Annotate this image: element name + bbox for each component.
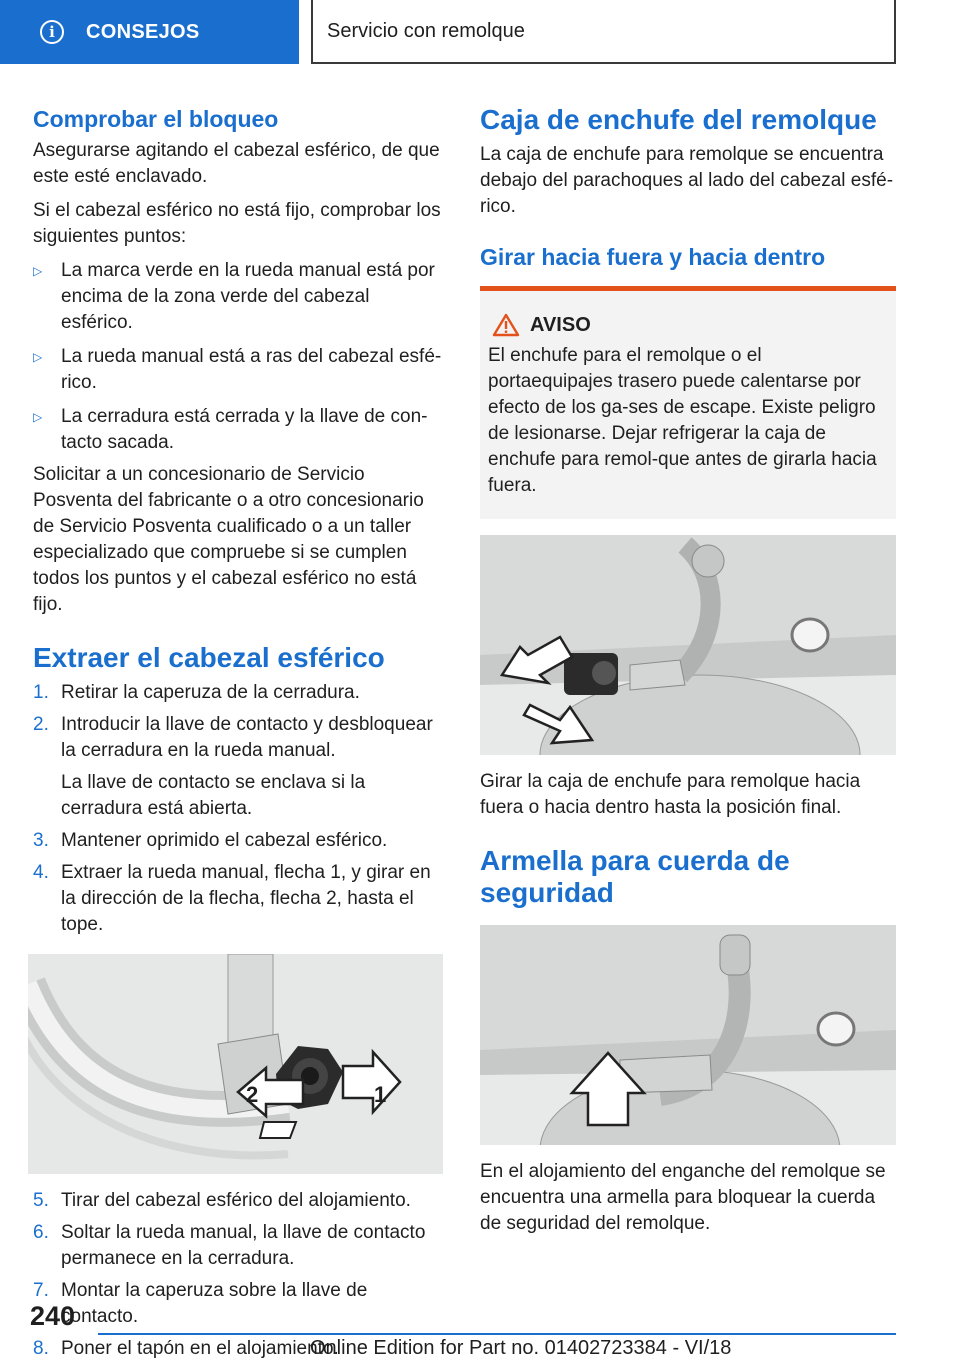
right-column: [480, 100, 896, 1237]
heading-rotate: Girar hacia fuera y hacia dentro: [480, 244, 826, 270]
triangle-bullet-icon: ▷: [33, 410, 43, 424]
left-column: [33, 100, 446, 1362]
triangle-bullet-icon: ▷: [33, 350, 43, 364]
list-item: ▷ La cerradura está cerrada y la llave de con-tacto sacada.: [33, 404, 446, 456]
warning-title: AVISO: [530, 313, 591, 336]
list-item: 5. Tirar del cabezal esférico del alojamiento.: [33, 1190, 411, 1211]
figure-caption: Girar la caja de enchufe para remolque hacia fuera o hacia dentro hasta la posición final.: [480, 771, 861, 818]
warning-triangle-icon: [492, 313, 520, 337]
heading-socket-box: Caja de enchufe del remolque: [480, 104, 877, 135]
footer-edition: Online Edition for Part no. 01402723384 - VI/18: [310, 1337, 732, 1359]
socket-rotate-illustration: [480, 535, 896, 755]
list-item: ▷ La rueda manual está a ras del cabezal esfé-rico.: [33, 344, 446, 396]
list-item: 1. Retirar la caperuza de la cerradura.: [33, 682, 360, 703]
footer-divider: [98, 1333, 896, 1335]
heading-extract-ball: Extraer el cabezal esférico: [33, 642, 385, 673]
figure-socket-rotate: [480, 535, 896, 755]
paragraph: La caja de enchufe para remolque se encuentra debajo del parachoques al lado del cabezal esfé-rico.: [480, 144, 894, 217]
list-item: 4. Extraer la rueda manual, flecha 1, y girar en la dirección de la flecha, flecha 2, hasta el tope.: [33, 862, 431, 935]
figure-label-1: 1: [374, 1082, 387, 1107]
list-item: 8. Poner el tapón en el alojamiento.: [33, 1338, 339, 1359]
figure-label-2: 2: [246, 1082, 259, 1107]
warning-box: [480, 291, 896, 519]
warning-block: [480, 286, 896, 519]
paragraph: Solicitar a un concesionario de Servicio Posventa del fabricante o a otro concesionario de Servicio Posventa cualificado o a un taller especializado que compruebe si se cumplen todos los puntos y el cabezal esférico no está fijo.: [33, 464, 424, 615]
list-item: 6. Soltar la rueda manual, la llave de contacto permanece en la cerradura.: [33, 1222, 426, 1269]
header-title-box: [311, 0, 896, 64]
list-item: 3. Mantener oprimido el cabezal esférico.: [33, 830, 388, 851]
eyelet-illustration: [480, 925, 896, 1145]
list-item: 7. Montar la caperuza sobre la llave de contacto.: [33, 1280, 368, 1327]
section-label: CONSEJOS: [86, 20, 200, 43]
info-icon: i: [40, 20, 64, 44]
hand-wheel-illustration: [28, 954, 443, 1174]
paragraph: Si el cabezal esférico no está fijo, comprobar los siguientes puntos:: [33, 200, 441, 247]
page-number: 240: [30, 1301, 76, 1331]
step-note: La llave de contacto se enclava si la cerradura está abierta.: [61, 772, 366, 819]
figure-hand-wheel: [28, 954, 443, 1174]
triangle-bullet-icon: ▷: [33, 264, 43, 278]
header-section-tab: [0, 0, 299, 64]
paragraph: Asegurarse agitando el cabezal esférico, de que este esté enclavado.: [33, 140, 440, 187]
list-item: 2. Introducir la llave de contacto y desbloquear la cerradura en la rueda manual.: [33, 714, 433, 761]
heading-check-lock: Comprobar el bloqueo: [33, 106, 279, 132]
figure-caption: En el alojamiento del enganche del remolque se encuentra una armella para bloquear la cuerda de seguridad del remolque.: [480, 1161, 886, 1234]
list-item: ▷ La marca verde en la rueda manual está por encima de la zona verde del cabezal esférico.: [33, 258, 446, 336]
figure-eyelet: [480, 925, 896, 1145]
heading-eyelet: Armella para cuerda de seguridad: [480, 845, 790, 908]
warning-text: El enchufe para el remolque o el portaequipajes trasero puede calentarse por efecto de los ga-ses de escape. Existe peligro de lesionarse. Dejar refrigerar la caja de enchufe para remol-que antes de girarla hacia fuera.: [488, 345, 877, 496]
page-title: Servicio con remolque: [327, 19, 525, 42]
